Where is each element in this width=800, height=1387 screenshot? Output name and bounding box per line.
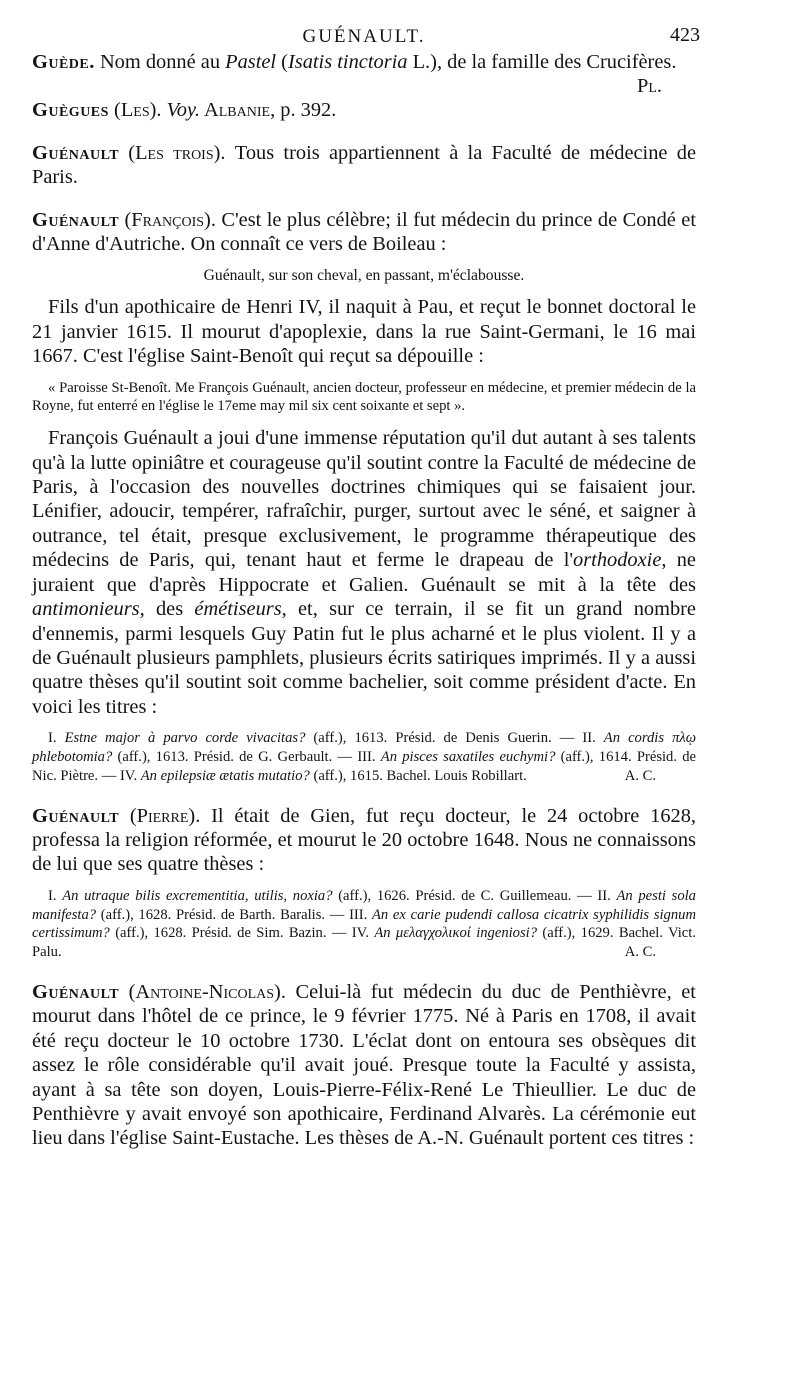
entry-guede: Guède. Nom donné au Pastel (Isatis tinctoria L.), de la famille des Crucifères. Pl. xyxy=(32,51,677,98)
paragraph: Fils d'un apothicaire de Henri IV, il naquit à Pau, et reçut le bonnet doctoral le 21 janvier 1615. Il mourut d'apoplexie, dans la rue Saint-Germani, le 16 mai 1667. C'est l'église Saint-Benoît qui reçut sa dépouille : xyxy=(32,296,696,368)
author-initials: Pl. xyxy=(637,75,662,98)
entry-guenault-trois: Guénault (Les trois). Tous trois appartiennent à la Faculté de médecine de Paris. xyxy=(32,141,696,189)
author-initials: A. C. xyxy=(624,944,656,961)
theses-list: I. Estne major à parvo corde vivacitas? (aff.), 1613. Présid. de Denis Guerin. — II. An cordis πλῳ phlebotomia? (aff.), 1613. Présid. de G. Gerbault. — III. An pisces saxatiles euchymi? (aff.), 1614. Présid. de Nic. Piètre. — IV. An epilepsiæ ætatis mutatio? (aff.), 1615. Bachel. Louis Robillart. A. C. xyxy=(32,730,697,784)
paragraph: François Guénault a joui d'une immense réputation qu'il dut autant à ses talents qu'à la lutte opiniâtre et courageuse qu'il soutint contre la Faculté de médecine de Paris, à l'occasion des nouvelles doctrines chimiques qui se faisaient jour. Lénifier, adoucir, tempérer, rafraîchir, purger, surtout avec le séné, et saigner à outrance, tel était, presque exclusivement, le programme thérapeutique des médecins de Paris, qui, tenant haut et ferme le drapeau de l'orthodoxie, ne juraient que d'après Hippocrate et Galien. Guénault se mit à la tête des antimonieurs, des émétiseurs, et, sur ce terrain, il se fit un grand nombre d'ennemis, parmi lesquels Guy Patin fut le plus acharné et le plus violent. Il y a de Guénault plusieurs pamphlets, plusieurs écrits satiriques imprimés. Il y a aussi quatre thèses qu'il soutint soit comme bachelier, soit comme président d'acte. En voici les titres : xyxy=(32,427,696,718)
entry-guenault-antoine-nicolas: Guénault (Antoine-Nicolas). Celui-là fut médecin du duc de Penthièvre, et mourut dans l'hôtel de ce prince, le 9 février 1775. Né à Paris en 1708, il avait été reçu docteur le 10 octobre 1730. L'éclat dont on entoura ses obsèques dit assez le rôle considérable qu'il avait joué. Presque toute la Faculté y assista, ayant à sa tête son doyen, Louis-Pierre-Félix-René Le Thieullier. Le duc de Penthièvre y avait envoyé son apothicaire, Ferdinand Alvarès. La cérémonie eut lieu dans l'église Saint-Eustache. Les thèses de A.-N. Guénault portent ces titres : xyxy=(32,980,696,1150)
running-header xyxy=(32,22,700,50)
running-title: GUÉNAULT. xyxy=(302,26,426,47)
entry-guenault-pierre: Guénault (Pierre). Il était de Gien, fut reçu docteur, le 24 octobre 1628, professa la religion réformée, et mourut le 20 octobre 1648. Nous ne connaissons de lui que ses quatre thèses : xyxy=(32,804,697,876)
headword: Guègues xyxy=(32,99,109,122)
headword: Guède. xyxy=(32,51,95,73)
burial-quote: « Paroisse St-Benoît. Me François Guénault, ancien docteur, professeur en médecine, et premier médecin de la Royne, fut enterré en l'église le 17eme may mil six cent soixante et sept ». xyxy=(32,379,696,415)
document-page xyxy=(32,22,700,1151)
entry-guenault-francois: Guénault (François). C'est le plus célèbre; il fut médecin du prince de Condé et d'Anne d'Autriche. On connaît ce vers de Boileau : xyxy=(32,208,696,256)
headword: Guénault xyxy=(32,804,120,827)
author-initials: A. C. xyxy=(624,767,656,784)
entry-guegues: Guègues (Les). Voy. Albanie, p. 392. xyxy=(32,99,337,122)
theses-list: I. An utraque bilis excrementitia, utilis, noxia? (aff.), 1626. Présid. de C. Guillemeau. — II. An pesti sola manifesta? (aff.), 1628. Présid. de Barth. Baralis. — III. An ex carie pudendi callosa cicatrix syphilidis signum certissimum? (aff.), 1628. Présid. de Sim. Bazin. — IV. An μελαγχολικοί ingeniosi? (aff.), 1629. Bachel. Vict. Palu. A. C. xyxy=(32,887,696,961)
page-number: 423 xyxy=(670,24,700,46)
headword: Guénault xyxy=(32,208,120,231)
boileau-verse: Guénault, sur son cheval, en passant, m'éclabousse. xyxy=(203,267,525,285)
headword: Guénault xyxy=(32,980,120,1003)
headword: Guénault xyxy=(32,141,120,164)
